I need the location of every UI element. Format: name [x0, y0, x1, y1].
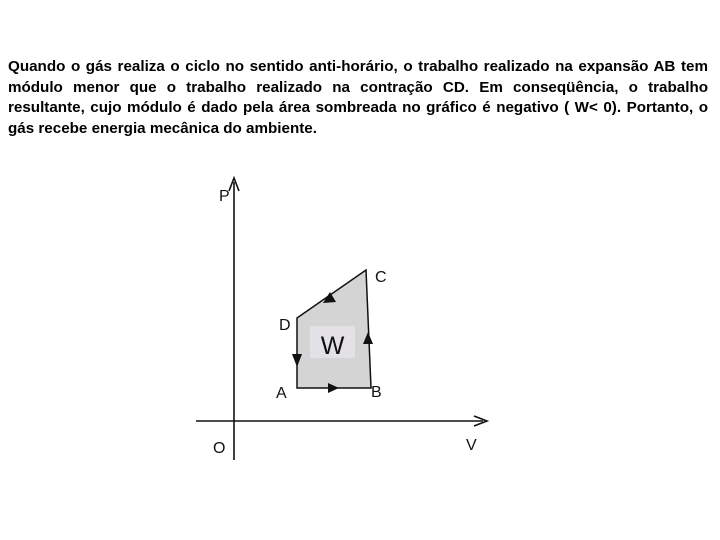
explanation-paragraph: Quando o gás realiza o ciclo no sentido anti-horário, o trabalho realizado na expansão AB tem módulo menor que o trabalho realizado na contração CD. Em conseqüência, o trabalho resultante, cujo módulo é dado pela área sombreada no gráfico é negativo ( W< 0). Portanto, o gás recebe energia mecânica do ambiente.: [8, 58, 708, 137]
volume-axis-label: V: [466, 437, 477, 454]
work-label: W: [320, 332, 345, 360]
point-d-label: D: [279, 317, 291, 334]
point-c-label: C: [375, 269, 387, 286]
point-a-label: A: [276, 385, 287, 402]
pressure-axis-label: P: [219, 188, 230, 205]
origin-label: O: [213, 440, 226, 457]
point-b-label: B: [371, 384, 382, 401]
